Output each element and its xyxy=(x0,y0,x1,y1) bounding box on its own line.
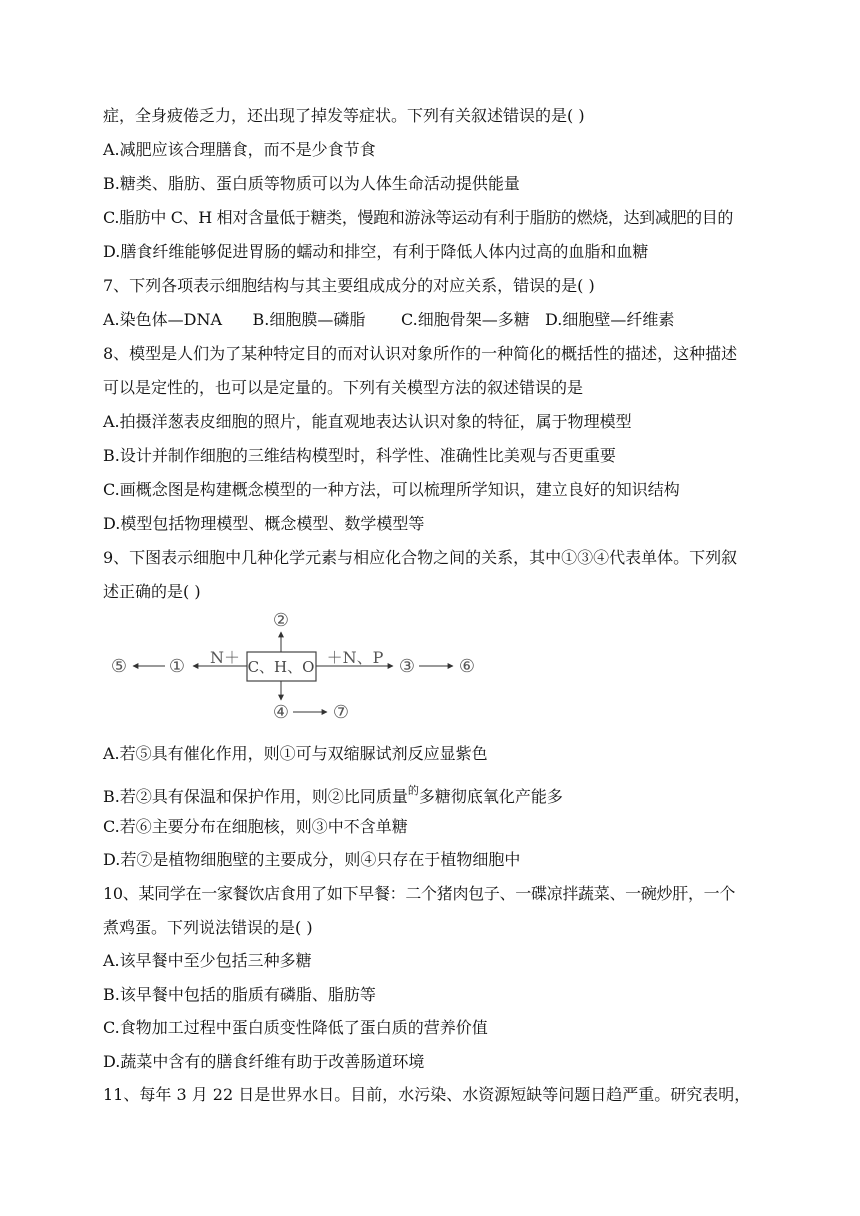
node-3: ③ xyxy=(398,656,416,677)
node-2: ② xyxy=(272,610,290,631)
node-5: ⑤ xyxy=(110,656,128,677)
q9-option-b-post: 多糖彻底氧化产能多 xyxy=(418,787,563,806)
q9-option-c: C.若⑥主要分布在细胞核，则③中不含单糖 xyxy=(103,817,408,836)
center-label: C、H、O xyxy=(247,658,315,676)
q10-option-a: A.该早餐中至少包括三种多糖 xyxy=(103,951,312,970)
q10-stem-line2: 煮鸡蛋。下列说法错误的是( ) xyxy=(103,918,313,937)
node-4: ④ xyxy=(272,702,290,723)
q8-option-a: A.拍摄洋葱表皮细胞的照片，能直观地表达认识对象的特征，属于物理模型 xyxy=(103,412,632,431)
q10-stem-line1: 10、某同学在一家餐饮店食用了如下早餐：二个猪肉包子、一碟凉拌蔬菜、一碗炒肝，一个 xyxy=(103,884,736,903)
q9-option-b xyxy=(103,781,563,807)
node-1: ① xyxy=(168,656,186,677)
q8-option-c: C.画概念图是构建概念模型的一种方法，可以梳理所学知识，建立良好的知识结构 xyxy=(103,480,680,499)
q6-option-d: D.膳食纤维能够促进胃肠的蠕动和排空，有利于降低人体内过高的血脂和血糖 xyxy=(103,242,649,261)
q6-option-c: C.脂肪中 C、H 相对含量低于糖类，慢跑和游泳等运动有利于脂肪的燃烧，达到减肥的目的 xyxy=(103,208,734,227)
left-label: N＋ xyxy=(209,648,241,667)
q8-option-b: B.设计并制作细胞的三维结构模型时，科学性、准确性比美观与否更重要 xyxy=(103,446,616,465)
q8-option-d: D.模型包括物理模型、概念模型、数学模型等 xyxy=(103,514,425,533)
q7-stem: 7、下列各项表示细胞结构与其主要组成成分的对应关系，错误的是( ) xyxy=(103,276,595,295)
q10-option-d: D.蔬菜中含有的膳食纤维有助于改善肠道环境 xyxy=(103,1052,425,1071)
node-6: ⑥ xyxy=(458,656,476,677)
q9-option-d: D.若⑦是植物细胞壁的主要成分，则④只存在于植物细胞中 xyxy=(103,850,521,869)
element-compound-diagram xyxy=(103,604,483,726)
q6-option-b: B.糖类、脂肪、蛋白质等物质可以为人体生命活动提供能量 xyxy=(103,174,520,193)
q9-stem-line1: 9、下图表示细胞中几种化学元素与相应化合物之间的关系，其中①③④代表单体。下列叙 xyxy=(103,548,738,567)
q10-option-b: B.该早餐中包括的脂质有磷脂、脂肪等 xyxy=(103,985,376,1004)
q10-option-c: C.食物加工过程中蛋白质变性降低了蛋白质的营养价值 xyxy=(103,1018,488,1037)
q8-stem-line1: 8、模型是人们为了某种特定目的而对认识对象所作的一种简化的概括性的描述，这种描述 xyxy=(103,344,738,363)
q8-stem-line2: 可以是定性的，也可以是定量的。下列有关模型方法的叙述错误的是 xyxy=(103,378,584,397)
q6-option-a: A.减肥应该合理膳食，而不是少食节食 xyxy=(103,140,376,159)
node-7: ⑦ xyxy=(332,702,350,723)
q11-stem: 11、每年 3 月 22 日是世界水日。目前，水污染、水资源短缺等问题日趋严重。研究表明， xyxy=(103,1085,751,1104)
right-label: ＋N、P xyxy=(326,648,384,667)
q9-option-b-pre: B.若②具有保温和保护作用，则②比同质量 xyxy=(103,787,408,806)
q7-options: A.染色体—DNA B.细胞膜—磷脂 C.细胞骨架—多糖 D.细胞壁—纤维素 xyxy=(103,310,675,329)
q6-stem-end: 症，全身疲倦乏力，还出现了掉发等症状。下列有关叙述错误的是( ) xyxy=(103,106,585,125)
q9-option-a: A.若⑤具有催化作用，则①可与双缩脲试剂反应显紫色 xyxy=(103,744,488,763)
q9-stem-line2: 述正确的是( ) xyxy=(103,582,201,601)
q9-option-b-sup: 的 xyxy=(407,784,419,797)
